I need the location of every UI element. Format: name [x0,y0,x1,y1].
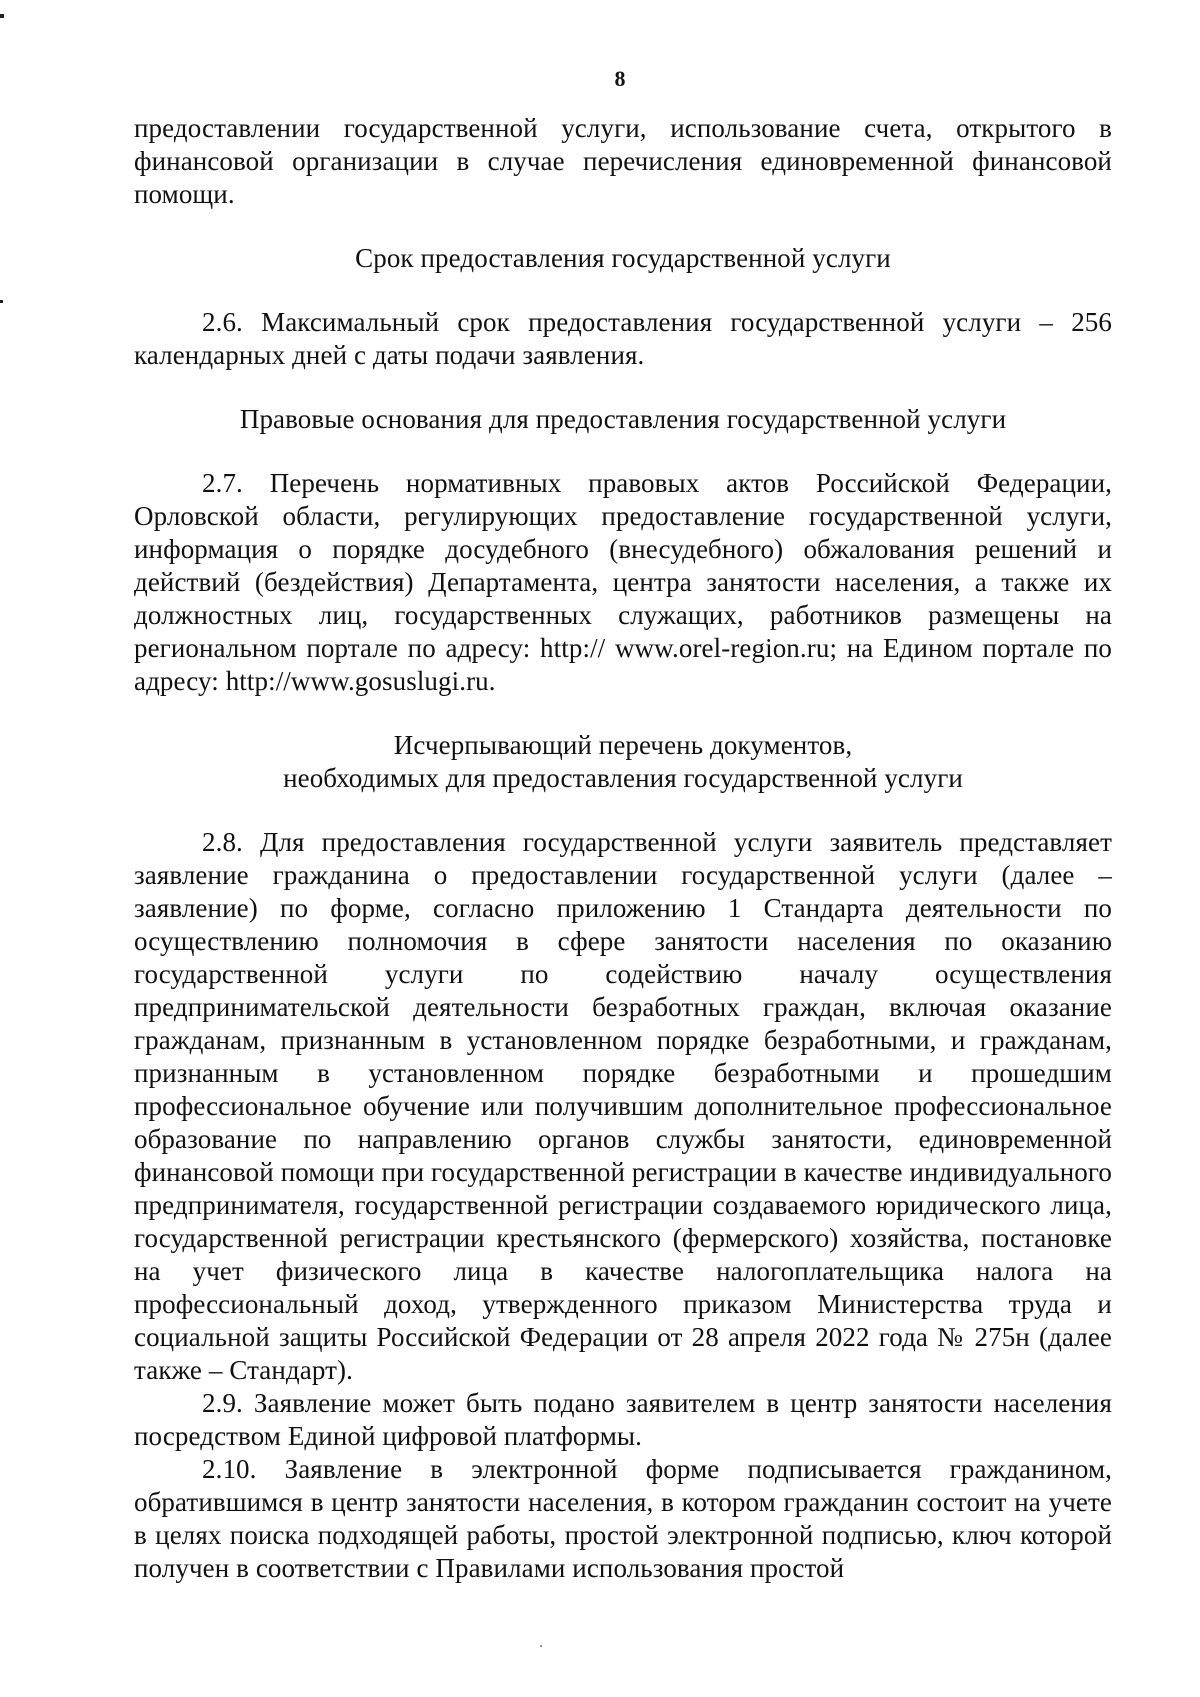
paragraph-2-9: 2.9. Заявление может быть подано заявителем в центр занятости населения посредством Единой цифровой платформы. [134,1388,1112,1451]
scan-artifact [0,300,3,303]
scan-artifact [540,1645,542,1647]
heading-line-2: необходимых для предоставления государственной услуги [283,763,963,793]
heading-line-1: Исчерпывающий перечень документов, [393,730,853,760]
paragraph-2-8: 2.8. Для предоставления государственной услуги заявитель представляет заявление гражданина о предоставлении государственной услуги (далее – заявление) по форме, согласно приложению 1 Стандарта деятельности по осуществлению полномочия в сфере занятости населения по оказанию государственной услуги по содействию началу осуществления предпринимательской деятельности безработных граждан, включая оказание гражданам, признанным в установленном порядке безработными, и гражданам, признанным в установленном порядке безработными и прошедшим профессиональное обучение или получившим дополнительное профессиональное образование по направлению органов службы занятости, единовременной финансовой помощи при государственной регистрации в качестве индивидуального предпринимателя, государственной регистрации создаваемого юридического лица, государственной регистрации крестьянского (фермерского) хозяйства, постановке на учет физического лица в качестве налогоплательщика налога на профессиональный доход, утвержденного приказом Министерства труда и социальной защиты Российской Федерации от 28 апреля 2022 года № 275н (далее также – Стандарт). [134,827,1112,1385]
paragraph-2-10: 2.10. Заявление в электронной форме подписывается гражданином, обратившимся в центр занятости населения, в котором гражданин состоит на учете в целях поиска подходящей работы, простой электронной подписью, ключ которой получен в соответствии с Правилами использования простой [134,1454,1112,1583]
page-number: 8 [614,66,626,91]
document-body [134,112,1112,1585]
paragraph-continuation: предоставлении государственной услуги, использование счета, открытого в финансовой организации в случае перечисления единовременной финансовой помощи. [134,113,1112,209]
section-heading-legal-basis: Правовые основания для предоставления государственной услуги [239,404,1007,434]
paragraph-2-6: 2.6. Максимальный срок предоставления государственной услуги – 256 календарных дней с даты подачи заявления. [134,307,1112,370]
scan-artifact [0,14,4,18]
section-heading-documents [134,729,1112,795]
paragraph-2-7: 2.7. Перечень нормативных правовых актов Российской Федерации, Орловской области, регулирующих предоставление государственной услуги, информация о порядке досудебного (внесудебного) обжалования решений и действий (бездействия) Департамента, центра занятости населения, а также их должностных лиц, государственных служащих, работников размещены на региональном портале по адресу: http:// www.orel-region.ru; на Едином портале по адресу: http://www.gosuslugi.ru. [134,468,1112,696]
section-heading-term: Срок предоставления государственной услуги [355,243,891,273]
